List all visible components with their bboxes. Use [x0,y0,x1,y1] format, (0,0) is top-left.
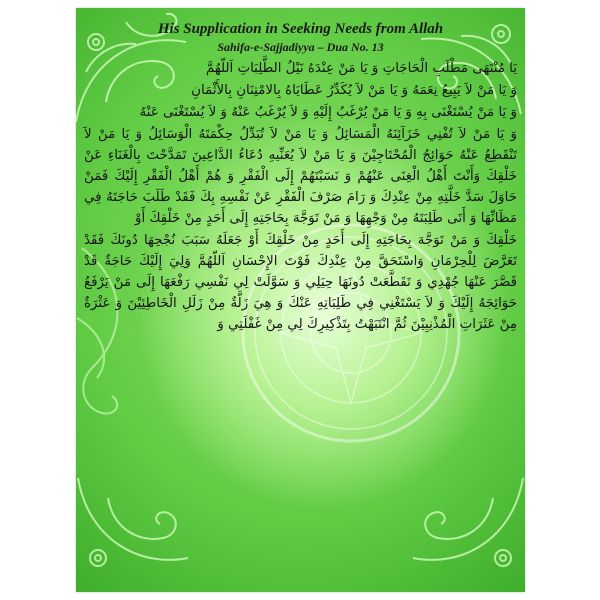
verse-line: وَ يَا مَنْ لاَ تُفْنِي خَزَآئِنَهُ الْمَسَائِلُ وَ يَا مَنْ لاَ تُبَدِّلُ حِكْمَتَهُ الْوَسَائِلُ وَ يَا مَنْ لاَ تَنْقَطِعُ عَنْهُ حَوَائِجُ الْمُحْتَاجِيْنَ وَ يَا مَنْ لاَ يُعَنِّيهِ دُعَاءُ الدَّاعِينَ تَمَدَّحْتَ بِالْغَنَاءِ عَنْ خَلْقِكَ وَأَنْتَ أَهْلُ الْغِنَى عَنْهُمْ وَ نَسَبْتَهُمْ إِلَى الْفَقْرِ وَ هُمْ أَهْلُ الْفَقْرِ إِلَيْكَ فَمَنْ حَاوَلَ سَدَّ خَلَّتِهِ مِنْ عِنْدِكَ وَ رَامَ صَرْفَ الْفَقْرِ عَنْ نَفْسِهِ بِكَ فَقَدْ طَلَبَ حَاجَتَهُ فِي مَظَانِّهَا وَ أَتَى طَلِبَتَهُ مِنْ وَجْهِهَا وَ مَنْ تَوَجَّهَ بِحَاجَتِهِ إِلَى أَحَدٍ مِنْ خَلْقِكَ أَوْ [84,127,517,226]
verse-line: وَ يَا مَنْ لاَ يَبِيعُ نِعَمَهُ وَ يَا مَنْ لاَ يُكَدِّرُ عَطَايَاهُ بِالامْتِنَانِ بِالأَثْمَانِ [191,83,517,98]
card-title: His Supplication in Seeking Needs from Allah [157,21,444,37]
card-subtitle: Sahifa-e-Sajjadiyya – Dua No. 13 [217,40,384,54]
verse-line: خَلْقِكَ وَ مَنْ تَوَجَّهَ بِحَاجَتِهِ إِلَى أَحَدٍ مِنْ خَلْقِكَ أَوْ جَعَلَهُ سَبَبَ نُجْحِهَا دُونَكَ فَقَدْ تَعَرَّضَ لِلْحِرْمَانِ وَاسْتَحَقَّ مِنْ عِنْدِكَ فَوْتَ الإِحْسَانِ اَللّهُمَّ وَلِيَ إِلَيْكَ حَاجَةٌ قَدْ قَصَّرَ عَنْهَا جُهْدِي وَ تَقَطَّعَتْ دُونَهَا حِيَلِي وَ سَوَّلَتْ لِي نَفْسِي رَفْعَهَا إِلَى مَنْ يَرْفَعُ حَوَائِجَهُ إِلَيْكَ وَ لاَ يَسْتَغْنِي فِي طَلِبَاتِهِ عَنْكَ وَ هِيَ زَلَّةٌ مِنْ زَلَلِ الْخَاطِئِيْنَ وَ عَثْرَةٌ مِنْ عَثَرَاتِ الْمُذْنِبِيْنَ ثُمَّ انْتَبَهْتُ بِتَذْكِيرِكَ لِي مِنْ غَفْلَتِي وَ [84,233,517,332]
supplication-card [76,8,525,592]
supplication-text [84,58,517,582]
verse-line: يَا مُنْتَهَى مَطْلَبِ الْحَاجَاتِ وَ يَا مَنْ عِنْدَهُ نَيْلُ الطَّلِبَاتِ اَللّهُمَّ [205,61,517,76]
verse-line: وَ يَا مَنْ يُسْتَغْنَى بِهِ وَ يَا مَنْ يُرْغَبُ إِلَيْهِ وَ لاَ يُرْغَبُ عَنْهُ وَ لاَ يُسْتَغْنَى عَنْهُ [139,105,517,120]
